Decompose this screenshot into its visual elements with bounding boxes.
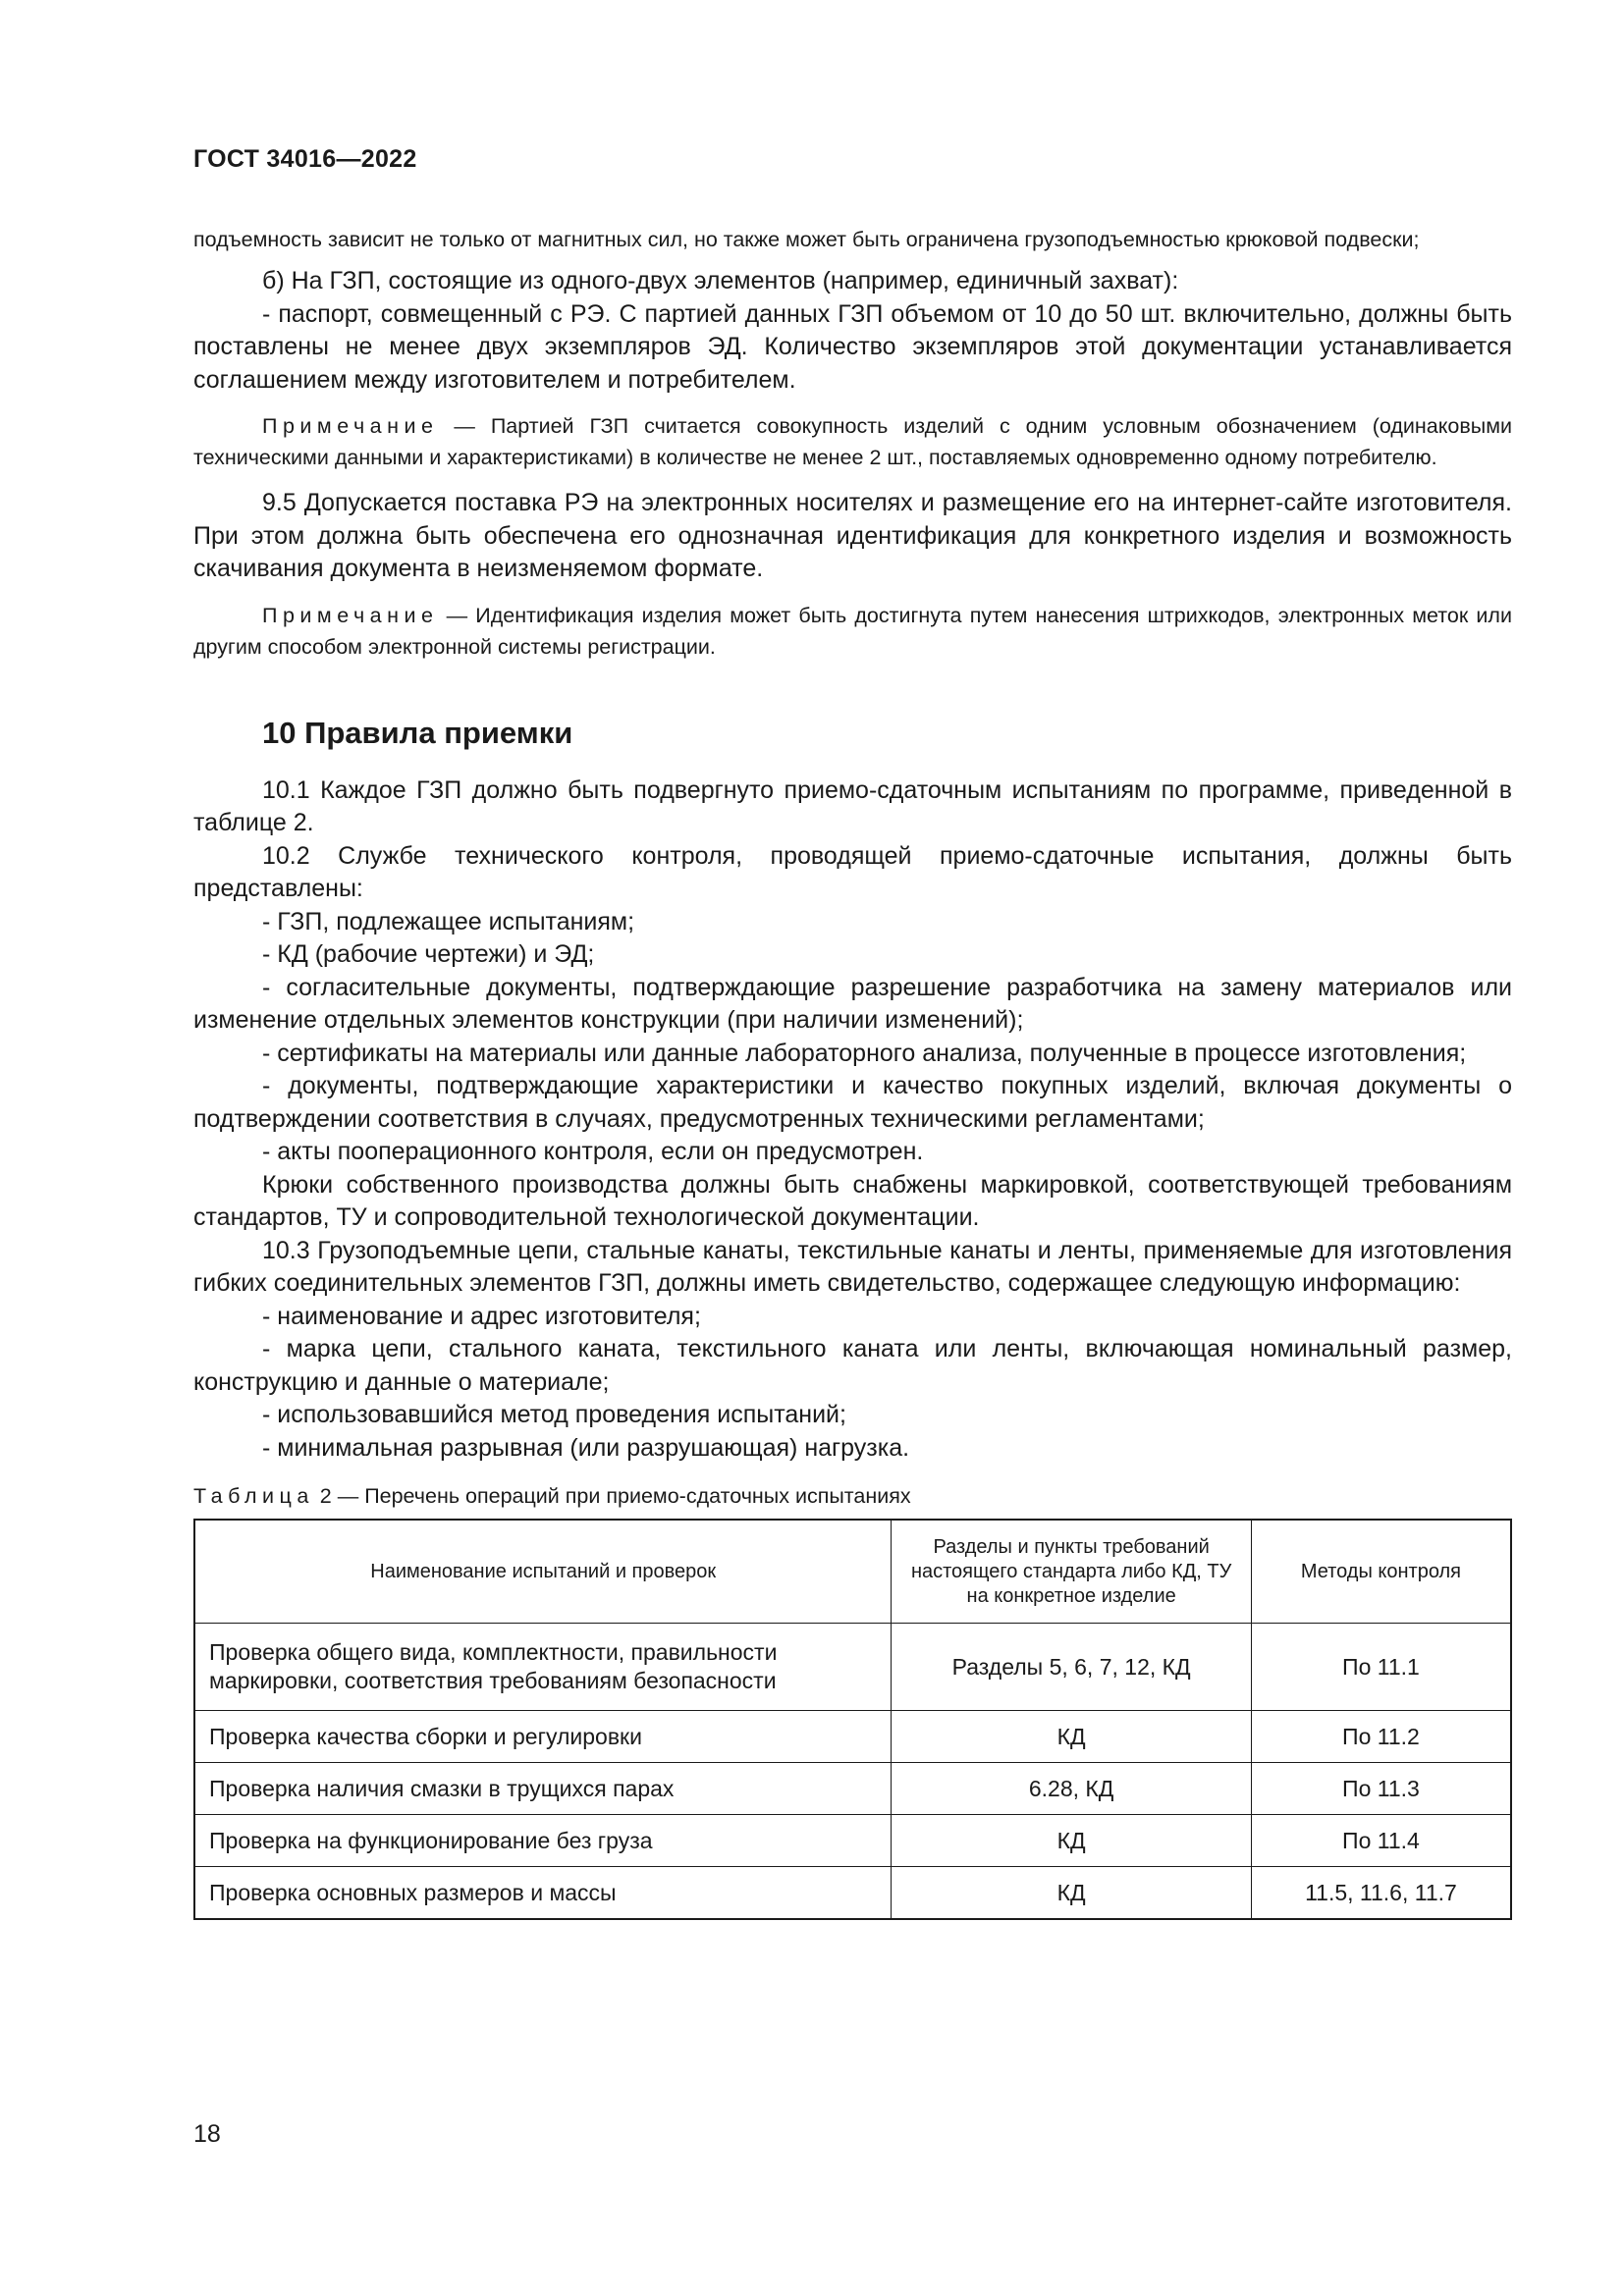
header-cell: Разделы и пункты требований настоящего стандарта либо КД, ТУ на конкретное изделие bbox=[892, 1520, 1251, 1624]
note-label: Примечание bbox=[262, 603, 439, 627]
table-cell: 11.5, 11.6, 11.7 bbox=[1251, 1867, 1511, 1920]
table-cell: Проверка общего вида, комплектности, правильности маркировки, соответствия требованиям безопасности bbox=[194, 1624, 892, 1711]
table-caption bbox=[193, 1484, 1512, 1509]
list-item: - документы, подтверждающие характеристики и качество покупных изделий, включая документы о подтверждении соответствия в случаях, предусмотренных техническими регламентами; bbox=[193, 1072, 1512, 1133]
note-1 bbox=[193, 410, 1512, 473]
header-cell: Методы контроля bbox=[1251, 1520, 1511, 1624]
list-item: - наименование и адрес изготовителя; bbox=[262, 1302, 701, 1330]
table-row bbox=[194, 1815, 1511, 1867]
list-item: - сертификаты на материалы или данные лабораторного анализа, полученные в процессе изготовления; bbox=[262, 1039, 1467, 1067]
caption-label: Таблица bbox=[193, 1484, 314, 1508]
list-item: - использовавшийся метод проведения испытаний; bbox=[262, 1401, 846, 1428]
list-item: - КД (рабочие чертежи) и ЭД; bbox=[262, 940, 595, 968]
table-cell: Проверка основных размеров и массы bbox=[194, 1867, 892, 1920]
table-row bbox=[194, 1711, 1511, 1763]
table-cell: КД bbox=[892, 1867, 1251, 1920]
header-cell: Наименование испытаний и проверок bbox=[194, 1520, 892, 1624]
table-cell: КД bbox=[892, 1711, 1251, 1763]
note-text: — Идентификация изделия может быть достигнута путем нанесения штрихкодов, электронных меток или другим способом электронной системы регистрации. bbox=[193, 603, 1512, 659]
table-cell: По 11.3 bbox=[1251, 1763, 1511, 1815]
table-cell: Проверка наличия смазки в трущихся парах bbox=[194, 1763, 892, 1815]
table-header-row bbox=[194, 1520, 1511, 1624]
list-item: - марка цепи, стального каната, текстильного каната или ленты, включающая номинальный размер, конструкцию и данные о материале; bbox=[193, 1335, 1512, 1396]
paragraph-9-5: 9.5 Допускается поставка РЭ на электронных носителях и размещение его на интернет-сайте изготовителя. При этом должна быть обеспечена его однозначная идентификация для конкретного изделия и возможность скачивания документа в неизменяемом формате. bbox=[193, 489, 1512, 582]
note-label: Примечание bbox=[262, 414, 439, 438]
document-header: ГОСТ 34016—2022 bbox=[193, 145, 417, 173]
caption-text: 2 — Перечень операций при приемо-сдаточных испытаниях bbox=[313, 1484, 911, 1508]
paragraph-10-3: 10.3 Грузоподъемные цепи, стальные канаты, текстильные канаты и ленты, применяемые для изготовления гибких соединительных элементов ГЗП, должны иметь свидетельство, содержащее следующую информацию: bbox=[193, 1236, 1512, 1297]
paragraph-10-1: 10.1 Каждое ГЗП должно быть подвергнуто приемо-сдаточным испытаниям по программе, приведенной в таблице 2. bbox=[193, 775, 1512, 836]
table-row bbox=[194, 1624, 1511, 1711]
paragraph-10-2: 10.2 Службе технического контроля, проводящей приемо-сдаточные испытания, должны быть представлены: bbox=[193, 841, 1512, 902]
table-cell: КД bbox=[892, 1815, 1251, 1867]
table-row bbox=[194, 1763, 1511, 1815]
acceptance-tests-table bbox=[193, 1519, 1512, 1920]
table-cell: По 11.1 bbox=[1251, 1624, 1511, 1711]
item-b: б) На ГЗП, состоящие из одного-двух элементов (например, единичный захват): bbox=[262, 267, 1179, 294]
paragraph-hooks: Крюки собственного производства должны быть снабжены маркировкой, соответствующей требованиям стандартов, ТУ и сопроводительной технологической документации. bbox=[193, 1170, 1512, 1231]
table-cell: 6.28, КД bbox=[892, 1763, 1251, 1815]
table-cell: По 11.2 bbox=[1251, 1711, 1511, 1763]
table-cell: Проверка качества сборки и регулировки bbox=[194, 1711, 892, 1763]
page-number: 18 bbox=[193, 2120, 221, 2148]
item-b-bullet: - паспорт, совмещенный с РЭ. С партией данных ГЗП объемом от 10 до 50 шт. включительно, должны быть поставлены не менее двух экземпляров ЭД. Количество экземпляров этой документации устанавливается соглашением между изготовителем и потребителем. bbox=[193, 299, 1512, 394]
page-content bbox=[193, 224, 1512, 1920]
note-text: — Партией ГЗП считается совокупность изделий с одним условным обозначением (одинаковыми техническими данными и характеристиками) в количестве не менее 2 шт., поставляемых одновременно одному потребителю. bbox=[193, 414, 1512, 469]
section-heading: 10 Правила приемки bbox=[262, 715, 573, 750]
list-item: - минимальная разрывная (или разрушающая) нагрузка. bbox=[262, 1433, 910, 1462]
list-item: - акты пооперационного контроля, если он предусмотрен. bbox=[262, 1138, 924, 1165]
list-item: - ГЗП, подлежащее испытаниям; bbox=[262, 907, 635, 935]
continued-text: подъемность зависит не только от магнитных сил, но также может быть ограничена грузоподъемностью крюковой подвески; bbox=[193, 228, 1420, 251]
table-cell: Разделы 5, 6, 7, 12, КД bbox=[892, 1624, 1251, 1711]
list-item: - согласительные документы, подтверждающие разрешение разработчика на замену материалов или изменение отдельных элементов конструкции (при наличии изменений); bbox=[193, 973, 1512, 1034]
table-cell: Проверка на функционирование без груза bbox=[194, 1815, 892, 1867]
note-2 bbox=[193, 600, 1512, 663]
table-cell: По 11.4 bbox=[1251, 1815, 1511, 1867]
table-row bbox=[194, 1867, 1511, 1920]
